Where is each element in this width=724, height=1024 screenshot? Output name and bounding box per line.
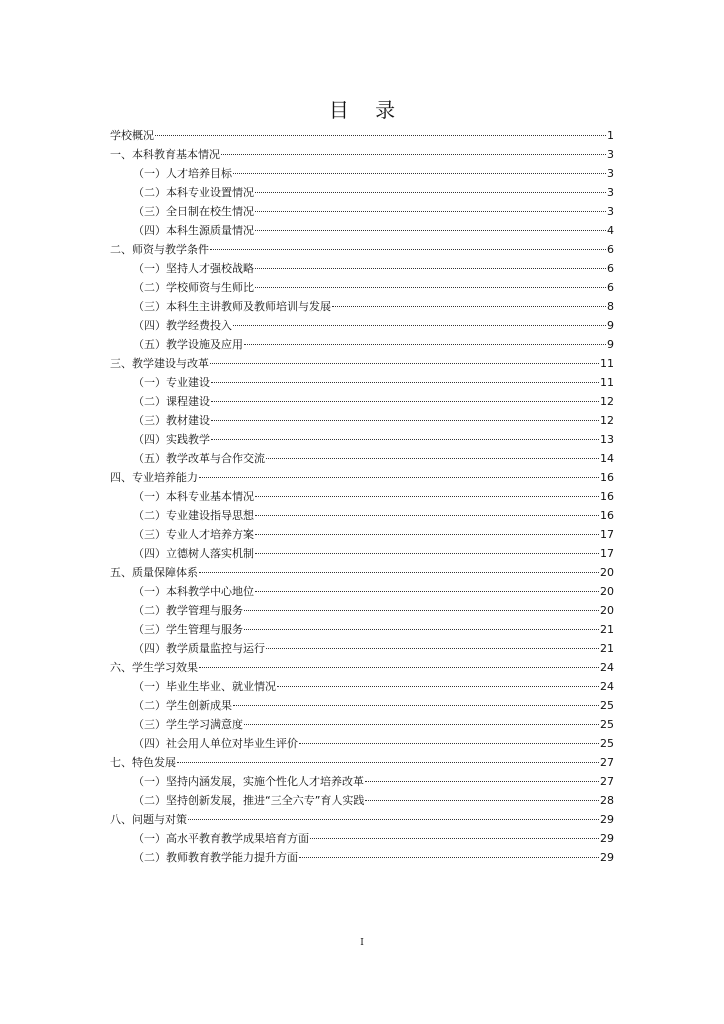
toc-dot-leader [255,287,606,288]
toc-entry-label: 八、问题与对策 [110,813,187,826]
toc-section-entry[interactable] [110,753,614,772]
toc-entry-page-number: 17 [600,528,614,541]
toc-dot-leader [255,211,606,212]
toc-subsection-entry[interactable] [110,373,614,392]
toc-entry-label: 七、特色发展 [110,756,176,769]
toc-entry-label: 三、教学建设与改革 [110,357,209,370]
toc-entry-page-number: 24 [600,661,614,674]
toc-entry-label: （四）教学经费投入 [133,319,232,332]
toc-dot-leader [310,838,599,839]
toc-entry-label: （三）教材建设 [133,414,210,427]
toc-dot-leader [255,496,599,497]
toc-entry-page-number: 27 [600,756,614,769]
toc-entry-label: （一）本科专业基本情况 [133,490,254,503]
toc-dot-leader [255,230,606,231]
toc-dot-leader [177,762,599,763]
toc-dot-leader [155,135,606,136]
toc-dot-leader [299,743,599,744]
toc-entry-label: （三）本科生主讲教师及教师培训与发展 [133,300,331,313]
toc-entry-page-number: 16 [600,471,614,484]
toc-subsection-entry[interactable] [110,411,614,430]
toc-entry-label: （四）立德树人落实机制 [133,547,254,560]
toc-subsection-entry[interactable] [110,316,614,335]
toc-entry-label: （一）本科教学中心地位 [133,585,254,598]
toc-dot-leader [244,629,599,630]
toc-entry-page-number: 12 [600,395,614,408]
toc-subsection-entry[interactable] [110,715,614,734]
toc-title: 目 录 [328,98,406,122]
toc-subsection-entry[interactable] [110,335,614,354]
toc-dot-leader [199,572,599,573]
toc-entry-page-number: 16 [600,509,614,522]
toc-entry-label: （二）坚持创新发展，推进“三全六专”育人实践 [133,794,365,807]
toc-entry-page-number: 6 [607,243,614,256]
toc-dot-leader [277,686,599,687]
toc-section-entry[interactable] [110,658,614,677]
toc-subsection-entry[interactable] [110,202,614,221]
toc-dot-leader [210,249,606,250]
toc-entry-page-number: 3 [607,148,614,161]
toc-entry-page-number: 4 [607,224,614,237]
toc-entry-label: 二、师资与教学条件 [110,243,209,256]
toc-list [110,126,614,867]
toc-entry-label: （三）专业人才培养方案 [133,528,254,541]
toc-entry-page-number: 16 [600,490,614,503]
toc-entry-label: （一）坚持人才强校战略 [133,262,254,275]
toc-entry-page-number: 21 [600,642,614,655]
toc-entry-page-number: 21 [600,623,614,636]
toc-entry-page-number: 6 [607,281,614,294]
toc-subsection-entry[interactable] [110,677,614,696]
toc-subsection-entry[interactable] [110,487,614,506]
toc-section-entry[interactable] [110,145,614,164]
toc-dot-leader [188,819,599,820]
toc-dot-leader [211,420,599,421]
toc-entry-label: （一）专业建设 [133,376,210,389]
toc-entry-label: （一）坚持内涵发展，实施个性化人才培养改革 [133,775,364,788]
toc-dot-leader [199,477,599,478]
toc-entry-label: （二）教学管理与服务 [133,604,243,617]
toc-entry-label: 五、质量保障体系 [110,566,198,579]
toc-subsection-entry[interactable] [110,392,614,411]
toc-entry-label: （三）学生管理与服务 [133,623,243,636]
toc-dot-leader [244,724,599,725]
toc-section-entry[interactable] [110,563,614,582]
toc-dot-leader [244,344,606,345]
toc-subsection-entry[interactable] [110,449,614,468]
toc-dot-leader [266,458,599,459]
toc-entry-page-number: 6 [607,262,614,275]
toc-subsection-entry[interactable] [110,221,614,240]
toc-entry-label: （二）教师教育教学能力提升方面 [133,851,298,864]
toc-dot-leader [332,306,606,307]
toc-dot-leader [255,591,599,592]
toc-dot-leader [233,173,606,174]
toc-entry-label: （一）人才培养目标 [133,167,232,180]
toc-dot-leader [233,705,599,706]
toc-entry-page-number: 20 [600,585,614,598]
toc-subsection-entry[interactable] [110,772,614,791]
toc-entry-label: （五）教学改革与合作交流 [133,452,265,465]
toc-entry-page-number: 29 [600,813,614,826]
toc-subsection-entry[interactable] [110,164,614,183]
toc-entry-page-number: 3 [607,186,614,199]
toc-subsection-entry[interactable] [110,525,614,544]
toc-dot-leader [266,648,599,649]
page-number: I [360,938,364,948]
toc-subsection-entry[interactable] [110,430,614,449]
toc-entry-page-number: 29 [600,851,614,864]
toc-dot-leader [211,439,599,440]
toc-entry-page-number: 27 [600,775,614,788]
toc-entry-page-number: 20 [600,566,614,579]
toc-entry-label: 四、专业培养能力 [110,471,198,484]
toc-subsection-entry[interactable] [110,506,614,525]
toc-entry-page-number: 28 [600,794,614,807]
toc-entry-page-number: 9 [607,338,614,351]
toc-entry-page-number: 1 [607,129,614,142]
toc-dot-leader [233,325,606,326]
toc-entry-page-number: 3 [607,167,614,180]
toc-section-entry[interactable] [110,354,614,373]
toc-entry-page-number: 11 [600,357,614,370]
toc-subsection-entry[interactable] [110,734,614,753]
toc-entry-page-number: 3 [607,205,614,218]
toc-dot-leader [255,553,599,554]
toc-section-entry[interactable] [110,468,614,487]
toc-entry-label: （一）毕业生毕业、就业情况 [133,680,276,693]
toc-section-entry[interactable] [110,240,614,259]
toc-entry-label: （四）本科生源质量情况 [133,224,254,237]
toc-dot-leader [244,610,599,611]
toc-entry-page-number: 20 [600,604,614,617]
toc-entry-label: （二）学校师资与生师比 [133,281,254,294]
toc-dot-leader [199,667,599,668]
toc-subsection-entry[interactable] [110,259,614,278]
toc-entry-label: （二）专业建设指导思想 [133,509,254,522]
toc-entry-label: （二）课程建设 [133,395,210,408]
toc-subsection-entry[interactable] [110,639,614,658]
toc-entry-page-number: 25 [600,737,614,750]
toc-entry-page-number: 25 [600,718,614,731]
toc-dot-leader [211,382,599,383]
toc-dot-leader [255,192,606,193]
toc-subsection-entry[interactable] [110,544,614,563]
toc-dot-leader [221,154,606,155]
toc-entry-label: 学校概况 [110,129,154,142]
toc-entry-label: （四）实践教学 [133,433,210,446]
toc-entry-label: 一、本科教育基本情况 [110,148,220,161]
toc-entry-page-number: 17 [600,547,614,560]
toc-section-entry[interactable] [110,810,614,829]
toc-dot-leader [365,800,599,801]
toc-subsection-entry[interactable] [110,297,614,316]
toc-dot-leader [255,515,599,516]
toc-entry-page-number: 25 [600,699,614,712]
toc-subsection-entry[interactable] [110,601,614,620]
toc-entry-label: 六、学生学习效果 [110,661,198,674]
toc-section-entry[interactable] [110,126,614,145]
toc-entry-page-number: 11 [600,376,614,389]
toc-subsection-entry[interactable] [110,183,614,202]
toc-entry-label: （五）教学设施及应用 [133,338,243,351]
toc-entry-label: （二）本科专业设置情况 [133,186,254,199]
toc-dot-leader [365,781,599,782]
toc-subsection-entry[interactable] [110,582,614,601]
toc-subsection-entry[interactable] [110,278,614,297]
toc-entry-page-number: 14 [600,452,614,465]
toc-entry-label: （四）教学质量监控与运行 [133,642,265,655]
toc-entry-label: （一）高水平教育教学成果培育方面 [133,832,309,845]
toc-dot-leader [211,401,599,402]
toc-entry-label: （三）学生学习满意度 [133,718,243,731]
toc-dot-leader [255,534,599,535]
toc-entry-label: （四）社会用人单位对毕业生评价 [133,737,298,750]
toc-dot-leader [255,268,606,269]
toc-subsection-entry[interactable] [110,829,614,848]
toc-dot-leader [299,857,599,858]
toc-subsection-entry[interactable] [110,696,614,715]
toc-entry-page-number: 12 [600,414,614,427]
toc-entry-page-number: 24 [600,680,614,693]
toc-entry-label: （三）全日制在校生情况 [133,205,254,218]
toc-subsection-entry[interactable] [110,848,614,867]
toc-subsection-entry[interactable] [110,791,614,810]
toc-subsection-entry[interactable] [110,620,614,639]
toc-entry-page-number: 13 [600,433,614,446]
toc-entry-page-number: 8 [607,300,614,313]
toc-entry-label: （二）学生创新成果 [133,699,232,712]
toc-dot-leader [210,363,599,364]
toc-entry-page-number: 29 [600,832,614,845]
toc-entry-page-number: 9 [607,319,614,332]
